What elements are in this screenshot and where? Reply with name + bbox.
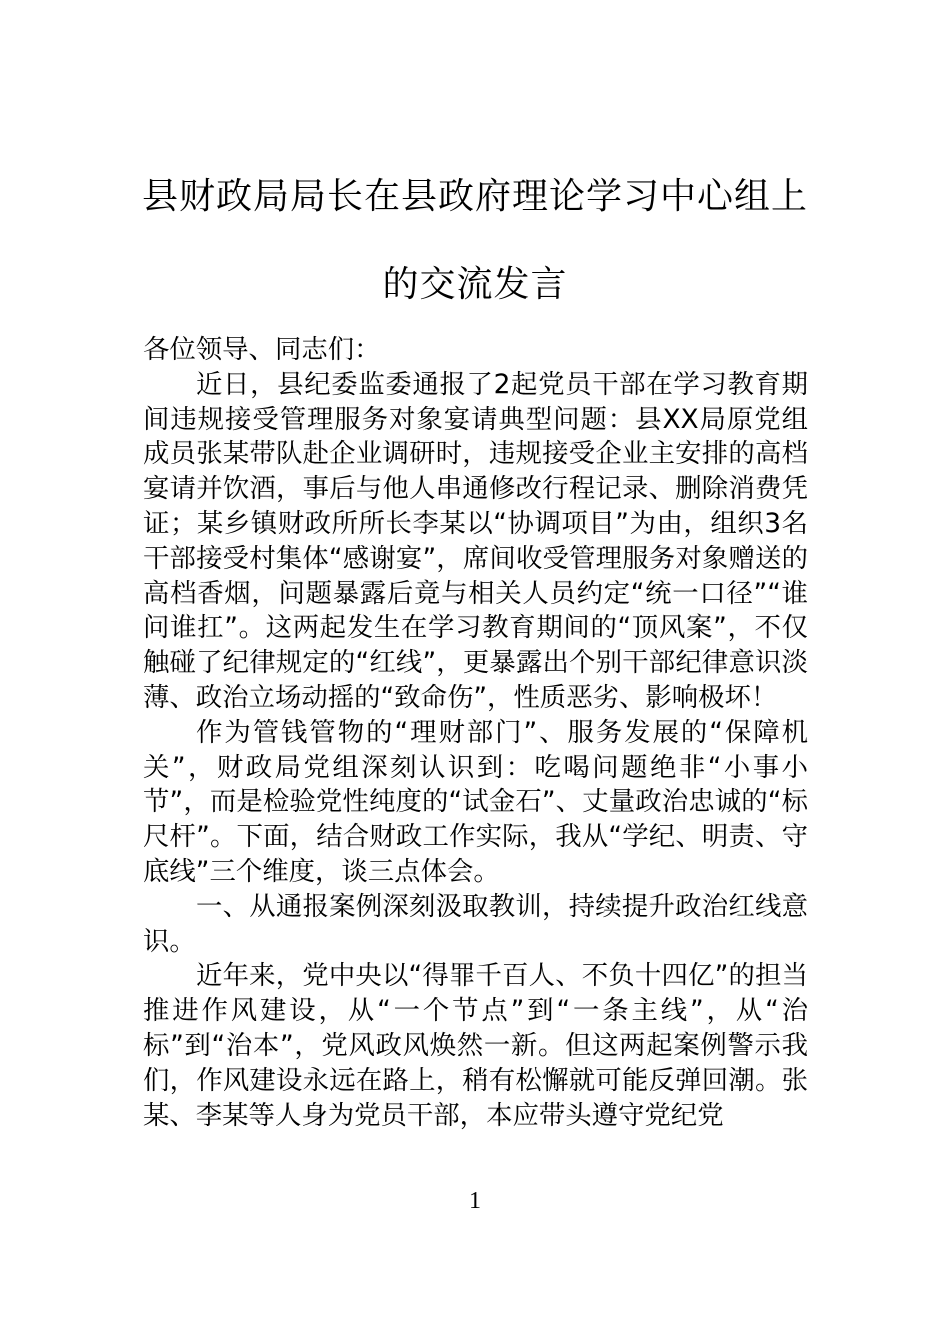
page-number: 1 bbox=[469, 1188, 481, 1214]
salutation: 各位领导、同志们： bbox=[143, 334, 381, 365]
paragraph: 近日，县纪委监委通报了2起党员干部在学习教育期间违规接受管理服务对象宴请典型问题：县XX局原党组成员张某带队赴企业调研时，违规接受企业主安排的高档宴请并饮酒，事后与他人串通修改行程记录、删除消费凭证；某乡镇财政所所长李某以“协调项目”为由，组织3名干部接受村集体“感谢宴”，席间收受管理服务对象赠送的高档香烟，问题暴露后竟与相关人员约定“统一口径”“谁问谁扛”。这两起发生在学习教育期间的“顶风案”，不仅触碰了纪律规定的“红线”，更暴露出个别干部纪律意识淡薄、政治立场动摇的“致命伤”，性质恶劣、影响极坏！ bbox=[143, 368, 808, 713]
section-heading: 一、从通报案例深刻汲取教训，持续提升政治红线意识。 bbox=[143, 890, 808, 957]
document-title bbox=[120, 168, 830, 314]
title-line-2: 的交流发言 bbox=[382, 264, 568, 305]
document-body bbox=[143, 333, 808, 1133]
title-line-1: 县财政局局长在县政府理论学习中心组上 bbox=[141, 176, 808, 217]
paragraph: 作为管钱管物的“理财部门”、服务发展的“保障机关”，财政局党组深刻认识到：吃喝问题绝非“小事小节”，而是检验党性纯度的“试金石”、丈量政治忠诚的“标尺杆”。下面，结合财政工作实际，我从“学纪、明责、守底线”三个维度，谈三点体会。 bbox=[143, 716, 808, 887]
paragraph: 近年来，党中央以“得罪千百人、不负十四亿”的担当推进作风建设，从“一个节点”到“一条主线”，从“治标”到“治本”，党风政风焕然一新。但这两起案例警示我们，作风建设永远在路上，稍有松懈就可能反弹回潮。张某、李某等人身为党员干部，本应带头遵守党纪党 bbox=[143, 960, 808, 1131]
